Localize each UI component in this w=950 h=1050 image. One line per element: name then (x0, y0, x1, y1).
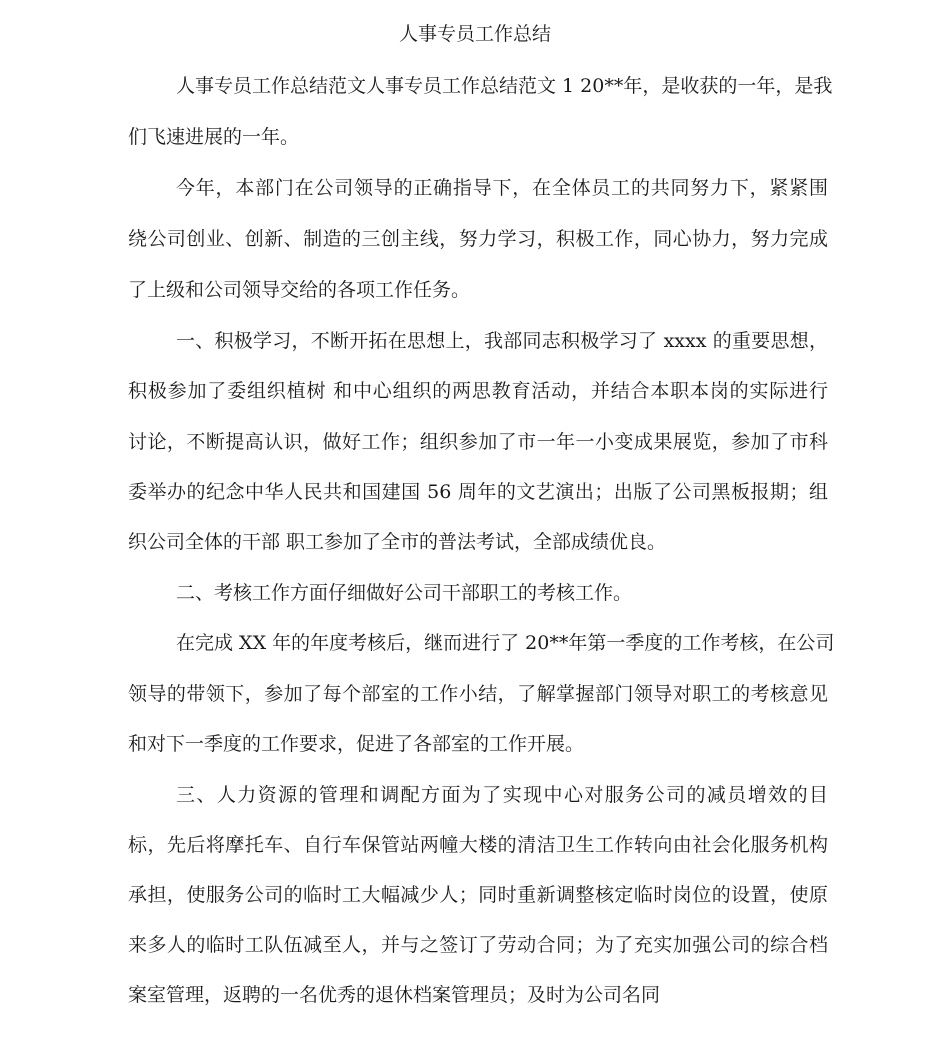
paragraph-line: 在完成 XX 年的年度考核后，继而进行了 20**年第一季度的工作考核，在公司 (176, 632, 835, 654)
paragraph-line: 了上级和公司领导交给的各项工作任务。 (128, 279, 471, 301)
paragraph-line: 们飞速进展的一年。 (128, 126, 300, 148)
paragraph-line: 人事专员工作总结范文人事专员工作总结范文 1 20**年，是收获的一年，是我 (176, 75, 833, 97)
paragraph-line: 承担，使服务公司的临时工大幅减少人；同时重新调整核定临时岗位的设置，使原 (128, 884, 828, 906)
paragraph-line: 和对下一季度的工作要求，促进了各部室的工作开展。 (128, 733, 585, 755)
paragraph-line: 领导的带领下，参加了每个部室的工作小结，了解掌握部门领导对职工的考核意见 (128, 683, 828, 705)
paragraph-line: 委举办的纪念中华人民共和国建国 56 周年的文艺演出；出版了公司黑板报期；组 (128, 481, 828, 503)
paragraph-line: 讨论，不断提高认识，做好工作；组织参加了市一年一小变成果展览，参加了市科 (128, 431, 828, 453)
paragraph-line: 二、考核工作方面仔细做好公司干部职工的考核工作。 (176, 582, 633, 604)
paragraph-line: 案室管理，返聘的一名优秀的退休档案管理员；及时为公司名同 (128, 984, 661, 1006)
paragraph-line: 今年，本部门在公司领导的正确指导下，在全体员工的共同努力下，紧紧围 (176, 177, 828, 199)
paragraph-line: 绕公司创业、创新、制造的三创主线，努力学习，积极工作，同心协力，努力完成 (128, 228, 828, 250)
paragraph-line: 积极参加了委组织植树 和中心组织的两思教育活动，并结合本职本岗的实际进行 (128, 380, 828, 402)
paragraph-line: 标，先后将摩托车、自行车保管站两幢大楼的清洁卫生工作转向由社会化服务机构 (128, 834, 828, 856)
document-title: 人事专员工作总结 (398, 23, 551, 45)
paragraph-line: 三、人力资源的管理和调配方面为了实现中心对服务公司的减员增效的目 (176, 784, 828, 806)
paragraph-line: 织公司全体的干部 职工参加了全市的普法考试，全部成绩优良。 (128, 531, 667, 553)
paragraph-line: 来多人的临时工队伍减至人，并与之签订了劳动合同；为了充实加强公司的综合档 (128, 934, 828, 956)
paragraph-line: 一、积极学习，不断开拓在思想上，我部同志积极学习了 xxxx 的重要思想， (176, 330, 828, 352)
